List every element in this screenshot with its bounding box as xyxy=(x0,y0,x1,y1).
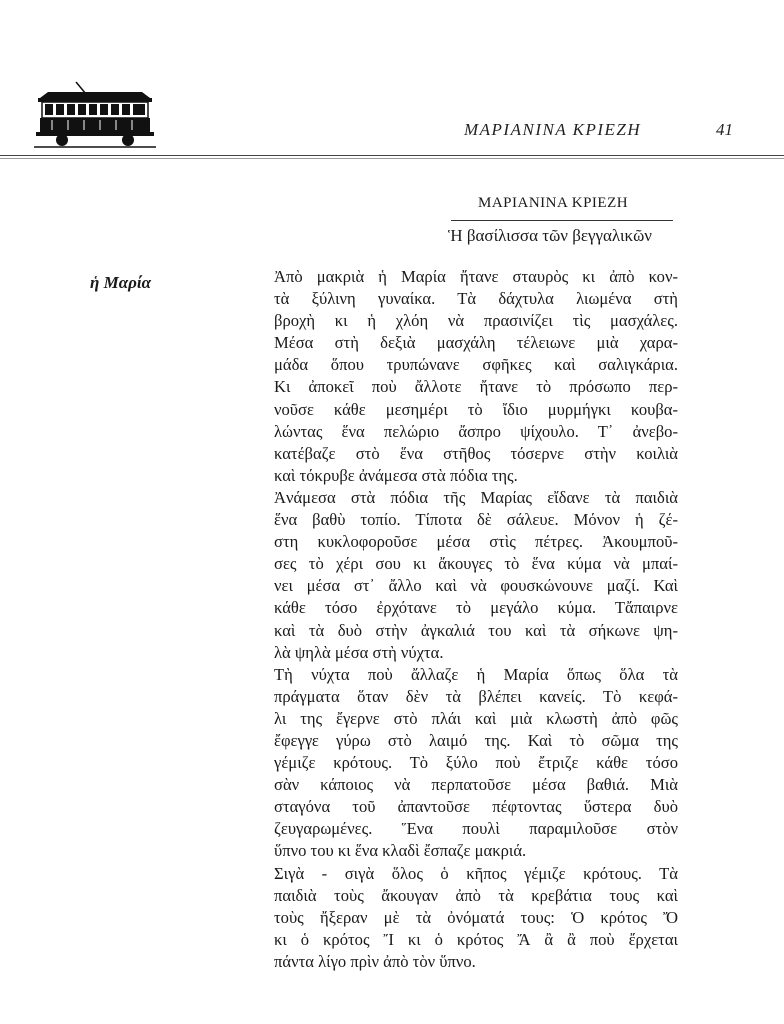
text-line: λώντας ἕνα πελώριο ἄσπρο ψίχουλο. Τ᾽ ἀνεβο- xyxy=(274,421,678,441)
text-line: σες τὸ χέρι σου κι ἄκουγες τὸ ἕνα κύμα νὰ μπαί- xyxy=(274,554,678,574)
running-title: ΜΑΡΙΑΝΙΝΑ ΚΡΙΕΖΗ xyxy=(464,120,642,139)
text-line: λὰ ψηλὰ μέσα στὴ νύχτα. xyxy=(274,642,444,662)
poem-author: ΜΑΡΙΑΝΙΝΑ ΚΡΙΕΖΗ xyxy=(478,195,629,211)
text-line: λι της ἔγερνε στὸ πλάι καὶ μιὰ κλωστὴ ἀπὸ φῶς xyxy=(274,708,678,728)
text-line: ἔφεγγε γύρω στὸ λαιμό της. Καὶ τὸ σῶμα της xyxy=(274,730,678,750)
text-line: Τὴ νύχτα ποὺ ἄλλαζε ἡ Μαρία ὅπως ὅλα τὰ xyxy=(274,664,678,684)
text-line: σταγόνα τοῦ ἀπαντοῦσε πέφτοντας ὕστερα δυὸ xyxy=(274,797,678,817)
text-line: Ἀνάμεσα στὰ πόδια τῆς Μαρίας εἴδανε τὰ παιδιὰ xyxy=(274,487,678,507)
side-note: ἡ Μαρία xyxy=(90,273,151,292)
text-line: Σιγὰ - σιγὰ ὅλος ὁ κῆπος γέμιζε κρότους. Τὰ xyxy=(274,863,678,883)
text-line: Μέσα στὴ δεξιὰ μασχάλη τέλειωνε μιὰ χαρα- xyxy=(274,333,678,353)
text-line: νοῦσε κάθε μεσημέρι τὸ ἴδιο μυρμήγκι κουβα- xyxy=(274,399,678,419)
text-line: κατέβαζε στὸ ἕνα στῆθος τόσερνε στὴν κοιλιὰ xyxy=(274,443,678,463)
text-line: καὶ τόκρυβε ἀνάμεσα στὰ πόδια της. xyxy=(274,465,518,485)
text-line: τοὺς ἤξεραν μὲ τὰ ὀνόματά τους: Ὁ κρότος Ὄ xyxy=(274,907,678,927)
text-line: ἕνα βαθὺ τοπίο. Τίποτα δὲ σάλευε. Μόνον ἡ ζέ- xyxy=(274,510,678,530)
text-line: βροχὴ κι ἡ χλόη νὰ πρασινίζει τὶς μασχάλες. xyxy=(274,311,678,331)
text-line: κι ὁ κρότος Ἴ κι ὁ κρότος Ἄ ἂ ἂ ποὺ ἔρχεται xyxy=(274,929,678,949)
poem-text xyxy=(274,266,678,973)
text-line: στη κυκλοφοροῦσε μέσα στὶς πέτρες. Ἀκουμποῦ- xyxy=(274,532,678,552)
text-line: Ἀπὸ μακριὰ ἡ Μαρία ἤτανε σταυρὸς κι ἀπὸ κον- xyxy=(274,267,678,286)
header-rule xyxy=(0,155,784,156)
text-line: καὶ τὰ δυὸ στὴν ἀγκαλιά του καὶ τὰ σήκωνε ψη- xyxy=(274,620,678,640)
text-line: γέμιζε κρότους. Τὸ ξύλο ποὺ ἔτριζε κάθε τόσο xyxy=(274,753,678,773)
text-line: ζευγαρωμένες. Ἕνα πουλὶ παραμιλοῦσε στὸν xyxy=(274,819,678,839)
text-line: τὰ ξύλινη γυναίκα. Τὰ δάχτυλα λιωμένα στὴ xyxy=(274,289,678,309)
text-line: Κι ἀποκεῖ ποὺ ἄλλοτε ἤτανε τὸ πρόσωπο περ- xyxy=(274,377,678,397)
page-number: 41 xyxy=(716,120,733,139)
text-line: ὕπνο του κι ἕνα κλαδὶ ἔσπαζε μακριά. xyxy=(274,841,527,861)
title-divider xyxy=(451,220,673,221)
text-line: νει μέσα στ᾽ ἄλλο καὶ νὰ φουσκώνουνε μαζί. Καὶ xyxy=(274,576,678,596)
tram-icon xyxy=(34,80,156,150)
text-line: μάδα ὅπου τρυπώνανε σφῆκες καὶ σαλιγκάρια. xyxy=(274,355,678,375)
text-line: κάθε τόσο ἐρχότανε τὸ μεγάλο κύμα. Τἄπαιρνε xyxy=(274,598,678,618)
text-line: παιδιὰ τοὺς ἄκουγαν ἀπὸ τὰ κρεβάτια τους καὶ xyxy=(274,885,678,905)
text-line: σὰν κάποιος νὰ περπατοῦσε μέσα βαθιά. Μιὰ xyxy=(274,775,678,795)
poem-title: Ἡ βασίλισσα τῶν βεγγαλικῶν xyxy=(448,226,652,245)
text-line: πράγματα ὅταν δὲν τὰ βλέπει κανείς. Τὸ κεφά- xyxy=(274,686,678,706)
text-line: πάντα λίγο πρὶν ἀπὸ τὸν ὕπνο. xyxy=(274,951,476,971)
header-rule-secondary xyxy=(0,158,784,159)
